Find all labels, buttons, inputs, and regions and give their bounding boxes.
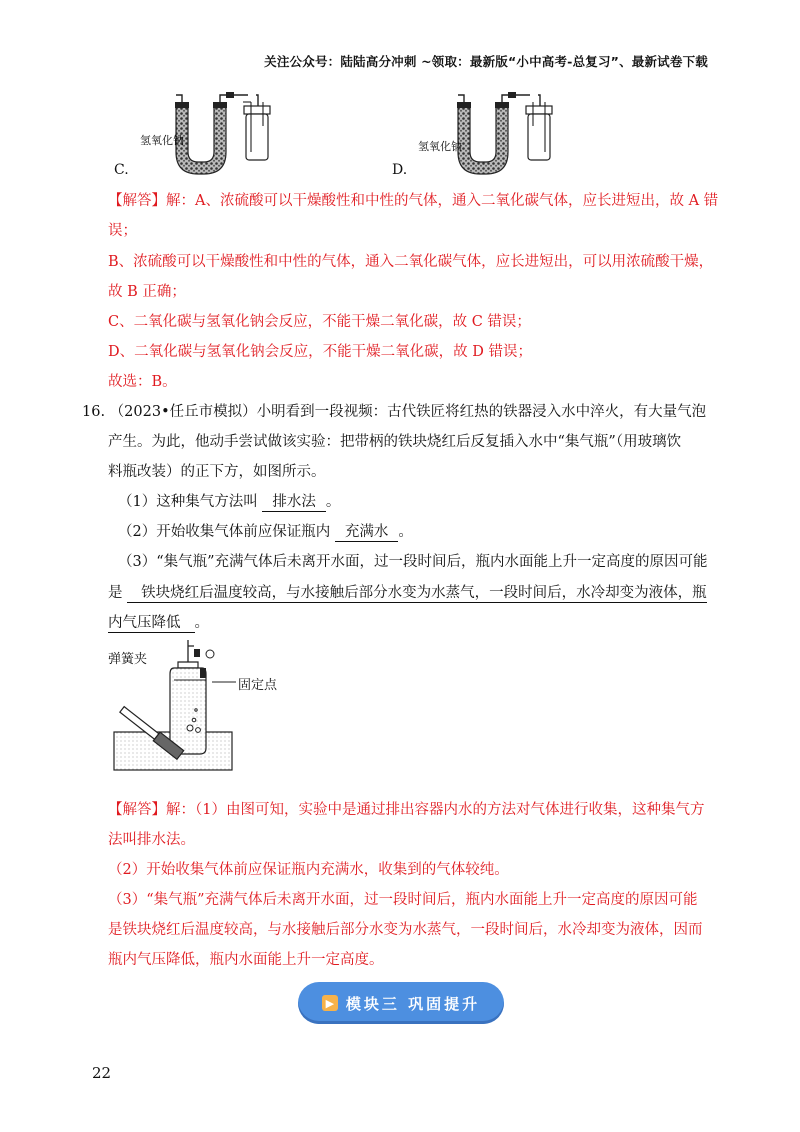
q15-answer-line-6: D、二氧化碳与氢氧化钠会反应，不能干燥二氧化碳，故 D 错误； [108, 344, 532, 360]
q16-part-3-answer-1: 铁块烧红后温度较高，与水接触后部分水变为水蒸气，一段时间后，水冷却变为液体，瓶 [127, 585, 707, 603]
q16-stem-line-1: 16. （2023•任丘市模拟）小明看到一段视频：古代铁匠将红热的铁器浸入水中淬火，有大量气泡 [82, 404, 707, 420]
q16-part-1-prompt: （1）这种集气方法叫 [118, 494, 258, 510]
period: 。 [398, 524, 413, 540]
q15-answer-line-1: 【解答】解：A、浓硫酸可以干燥酸性和中性的气体，通入二氧化碳气体，应长进短出，故 A 错 [108, 193, 719, 209]
fixed-point-label: 固定点 [238, 678, 278, 693]
page-header: 关注公众号：陆陆高分冲刺 ~领取：最新版“小中高考-总复习”、最新试卷下载 [264, 54, 708, 69]
q16-part-3-answer-2: 内气压降低 [108, 615, 195, 633]
q16-answer-line-6: 瓶内气压降低，瓶内水面能上升一定高度。 [108, 952, 384, 968]
period: 。 [194, 615, 209, 631]
q15-answer-line-5: C、二氧化碳与氢氧化钠会反应，不能干燥二氧化碳，故 C 错误； [108, 314, 531, 330]
q16-part-1-answer: 排水法 [262, 494, 326, 512]
q15-answer-line-3: B、浓硫酸可以干燥酸性和中性的气体，通入二氧化碳气体，应长进短出，可以用浓硫酸干燥， [108, 254, 714, 270]
q16-answer-line-1: 【解答】解：（1）由图可知，实验中是通过排出容器内水的方法对气体进行收集，这种集气方 [108, 802, 705, 818]
q15-answer-line-2: 误； [108, 223, 137, 239]
q16-answer-line-3: （2）开始收集气体前应保证瓶内充满水，收集到的气体较纯。 [108, 862, 509, 878]
q16-part-2-answer: 充满水 [335, 524, 399, 542]
section-banner [298, 982, 504, 1024]
page-number: 22 [92, 1064, 112, 1082]
q15-answer-line-4: 故 B 正确； [108, 284, 186, 300]
section-banner-text: 模块三 巩固提升 [345, 994, 481, 1013]
q16-part-2-prompt: （2）开始收集气体前应保证瓶内 [118, 524, 331, 540]
q16-stem-line-2: 产生。为此，他动手尝试做该实验：把带柄的铁块烧红后反复插入水中“集气瓶”（用玻璃饮 [108, 434, 682, 450]
u-tube-apparatus-d [412, 92, 562, 174]
reagent-label-d: 氢氧化钠 [418, 140, 462, 153]
q16-part-2 [118, 522, 413, 542]
q16-answer-line-2: 法叫排水法。 [108, 832, 195, 848]
q16-part-1 [118, 492, 340, 512]
option-d-label: D. [392, 162, 408, 178]
spring-clip-label: 弹簧夹 [108, 652, 148, 667]
q16-part-3-line-3 [108, 613, 209, 633]
q15-answer-line-7: 故选：B。 [108, 374, 177, 390]
q16-answer-line-5: 是铁块烧红后温度较高，与水接触后部分水变为水蒸气，一段时间后，水冷却变为液体，因而 [108, 922, 703, 938]
period: 。 [325, 494, 341, 510]
q16-answer-line-4: （3）“集气瓶”充满气体后未离开水面，过一段时间后，瓶内水面能上升一定高度的原因可能 [108, 892, 698, 908]
q16-part-3-prompt: 是 [108, 585, 123, 601]
reagent-label-c: 氢氧化钠 [140, 134, 184, 147]
book-icon: ▶ [322, 995, 338, 1011]
q16-stem-line-3: 料瓶改装）的正下方，如图所示。 [108, 464, 326, 480]
q16-part-3-line-1: （3）“集气瓶”充满气体后未离开水面，过一段时间后，瓶内水面能上升一定高度的原因可能 [118, 554, 708, 570]
q16-part-3-line-2 [108, 583, 707, 603]
option-c-label: C. [114, 162, 129, 178]
